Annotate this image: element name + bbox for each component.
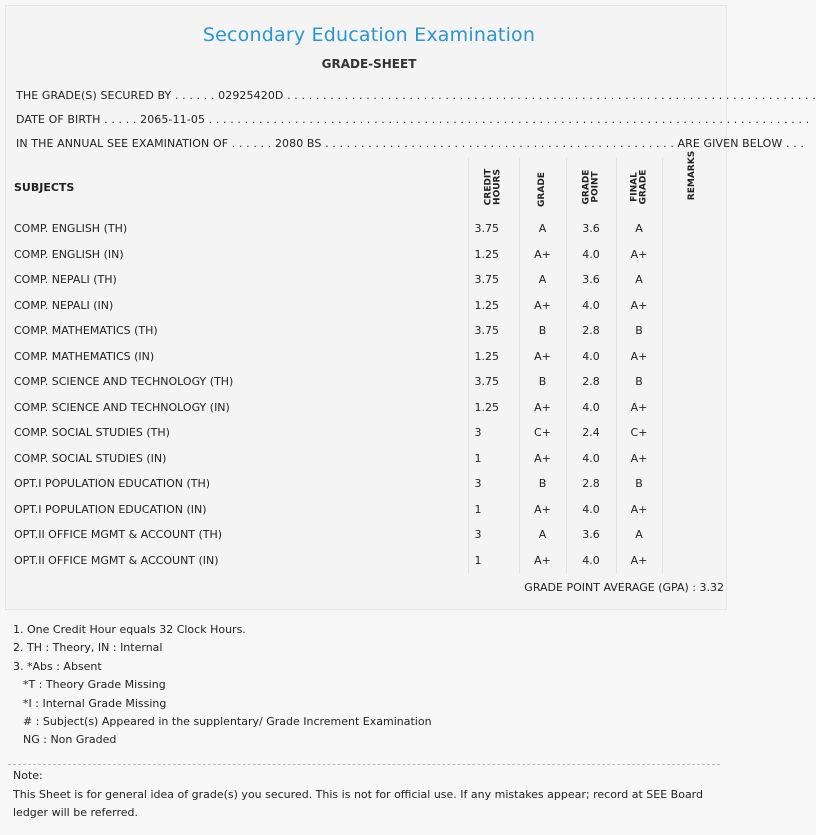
header-subjects: SUBJECTS (14, 180, 75, 194)
dashed-divider (8, 764, 720, 765)
subject-cell: COMP. NEPALI (TH) (14, 273, 117, 287)
subject-cell: OPT.II OFFICE MGMT & ACCOUNT (IN) (14, 553, 219, 567)
grade-cell: A (519, 267, 566, 293)
credit-hours-cell: 3.75 (468, 369, 519, 395)
final-grade-cell: A+ (616, 497, 662, 523)
table-row (8, 216, 722, 242)
credit-hours-cell: 3 (468, 471, 519, 497)
subject-cell: OPT.II OFFICE MGMT & ACCOUNT (TH) (14, 528, 223, 542)
dob-label: DATE OF BIRTH (16, 113, 101, 126)
subject-cell: COMP. NEPALI (IN) (14, 298, 114, 312)
remarks-cell (662, 369, 722, 395)
grade-point-cell: 2.8 (566, 471, 616, 497)
grade-point-cell: 4.0 (566, 293, 616, 319)
credit-hours-cell: 3 (468, 420, 519, 446)
table-header-row (8, 158, 722, 216)
credit-hours-cell: 1.25 (468, 242, 519, 268)
footer-note (13, 767, 713, 823)
symbol-number: 02925420D (218, 89, 284, 102)
leader-dots: . . . . . (104, 113, 141, 126)
final-grade-cell: B (616, 318, 662, 344)
header-remarks: REMARKS (686, 150, 697, 200)
credit-hours-cell: 1 (468, 446, 519, 472)
table-row (8, 242, 722, 268)
subject-cell: COMP. ENGLISH (IN) (14, 247, 124, 261)
header-final-grade: FINAL GRADE (629, 169, 648, 205)
table-row (8, 318, 722, 344)
exam-label: IN THE ANNUAL SEE EXAMINATION OF (16, 137, 229, 150)
credit-hours-cell: 1 (468, 497, 519, 523)
note-item: # : Subject(s) Appeared in the supplentary/ Grade Increment Examination (23, 715, 432, 729)
grade-cell: B (519, 318, 566, 344)
grade-point-cell: 2.8 (566, 369, 616, 395)
subject-cell: COMP. ENGLISH (TH) (14, 222, 128, 236)
grade-cell: A+ (519, 395, 566, 421)
grade-point-cell: 4.0 (566, 497, 616, 523)
grades-body (8, 216, 722, 573)
table-row (8, 471, 722, 497)
grade-cell: A+ (519, 497, 566, 523)
final-grade-cell: C+ (616, 420, 662, 446)
final-grade-cell: A+ (616, 293, 662, 319)
grade-point-cell: 4.0 (566, 548, 616, 574)
secured-by-label: THE GRADE(S) SECURED BY (16, 89, 172, 102)
grade-cell: A+ (519, 242, 566, 268)
grade-cell: A+ (519, 344, 566, 370)
remarks-cell (662, 242, 722, 268)
leader-dots: . . . (786, 137, 804, 150)
final-grade-cell: A (616, 216, 662, 242)
page-title: Secondary Education Examination (202, 24, 536, 46)
given-below-label: ARE GIVEN BELOW (677, 137, 783, 150)
final-grade-cell: A+ (616, 344, 662, 370)
leader-dots: . . . . . . (174, 89, 219, 102)
credit-hours-cell: 3 (468, 522, 519, 548)
grade-point-cell: 2.8 (566, 318, 616, 344)
subject-cell: COMP. SOCIAL STUDIES (IN) (14, 451, 167, 465)
leader-dots: . . . . . . . . . . . . . . . . . . . . . . . . . . . . . . . . . . . . . . . . . . . . . . . . . . . . . . . . . . . . . . . . . . . . . . . . . . . . . . . . . . . . (208, 113, 810, 126)
credit-hours-cell: 1.25 (468, 395, 519, 421)
grade-point-cell: 4.0 (566, 344, 616, 370)
grade-point-cell: 3.6 (566, 216, 616, 242)
subject-cell: OPT.I POPULATION EDUCATION (TH) (14, 477, 211, 491)
dob-line (16, 113, 809, 126)
exam-year: 2080 BS (274, 137, 322, 150)
note-item: *I : Internal Grade Missing (23, 696, 167, 710)
header-credit-hours: CREDIT HOURS (483, 168, 503, 206)
grade-point-cell: 3.6 (566, 267, 616, 293)
note-item: 3. *Abs : Absent (13, 659, 102, 673)
credit-hours-cell: 1 (468, 548, 519, 574)
final-grade-cell: A (616, 267, 662, 293)
footer-note-label: Note: (13, 769, 43, 782)
subject-cell: COMP. SCIENCE AND TECHNOLOGY (TH) (14, 375, 234, 389)
table-row (8, 369, 722, 395)
page-subtitle: GRADE-SHEET (321, 57, 417, 71)
table-row (8, 267, 722, 293)
leader-dots: . . . . . . (231, 137, 275, 150)
subject-cell: COMP. SOCIAL STUDIES (TH) (14, 426, 170, 440)
note-item: NG : Non Graded (23, 733, 117, 747)
grade-point-cell: 4.0 (566, 446, 616, 472)
note-item: 1. One Credit Hour equals 32 Clock Hours. (13, 623, 246, 636)
gpa-label: GRADE POINT AVERAGE (GPA) : (524, 581, 696, 594)
credit-hours-cell: 1.25 (468, 344, 519, 370)
final-grade-cell: B (616, 369, 662, 395)
grade-cell: A+ (519, 548, 566, 574)
footer-note-text: This Sheet is for general idea of grade(s) you secured. This is not for official use. If any mistakes appear; record at SEE Board ledger will be referred. (13, 787, 703, 819)
subject-cell: COMP. MATHEMATICS (TH) (14, 324, 158, 338)
table-row (8, 344, 722, 370)
remarks-cell (662, 420, 722, 446)
credit-hours-cell: 3.75 (468, 318, 519, 344)
credit-hours-cell: 1.25 (468, 293, 519, 319)
grade-cell: A+ (519, 446, 566, 472)
credit-hours-cell: 3.75 (468, 216, 519, 242)
grade-cell: A (519, 216, 566, 242)
secured-by-line (16, 89, 816, 102)
table-row (8, 420, 722, 446)
grade-point-cell: 3.6 (566, 522, 616, 548)
remarks-cell (662, 318, 722, 344)
remarks-cell (662, 522, 722, 548)
header-grade: GRADE (537, 171, 547, 207)
grade-point-cell: 4.0 (566, 395, 616, 421)
grade-cell: B (519, 471, 566, 497)
notes-list (13, 621, 432, 750)
final-grade-cell: A+ (616, 446, 662, 472)
remarks-cell (662, 471, 722, 497)
table-row (8, 395, 722, 421)
subject-cell: OPT.I POPULATION EDUCATION (IN) (14, 502, 207, 516)
final-grade-cell: A+ (616, 548, 662, 574)
grades-table (8, 150, 722, 573)
table-row (8, 497, 722, 523)
leader-dots: . . . . . . . . . . . . . . . . . . . . . . . . . . . . . . . . . . . . . . . . . . . . . . . . . . . . . . . . . . . . . . . . . . . . . . . . . . (287, 89, 816, 102)
remarks-cell (662, 344, 722, 370)
grade-cell: B (519, 369, 566, 395)
grade-cell: A (519, 522, 566, 548)
table-row (8, 446, 722, 472)
grade-point-cell: 2.4 (566, 420, 616, 446)
exam-line (16, 137, 804, 150)
remarks-cell (662, 267, 722, 293)
gpa-value: 3.32 (699, 581, 724, 594)
subject-cell: COMP. SCIENCE AND TECHNOLOGY (IN) (14, 400, 230, 414)
remarks-cell (662, 497, 722, 523)
remarks-cell (662, 548, 722, 574)
remarks-cell (662, 446, 722, 472)
remarks-cell (662, 216, 722, 242)
credit-hours-cell: 3.75 (468, 267, 519, 293)
header-grade-point: GRADE POINT (581, 169, 600, 205)
subject-cell: COMP. MATHEMATICS (IN) (14, 349, 155, 363)
grade-cell: A+ (519, 293, 566, 319)
table-row (8, 548, 722, 574)
gpa-line (524, 581, 724, 594)
final-grade-cell: B (616, 471, 662, 497)
note-item: *T : Theory Grade Missing (23, 678, 166, 692)
final-grade-cell: A (616, 522, 662, 548)
remarks-cell (662, 293, 722, 319)
note-item: 2. TH : Theory, IN : Internal (13, 641, 163, 655)
table-row (8, 293, 722, 319)
leader-dots: . . . . . . . . . . . . . . . . . . . . . . . . . . . . . . . . . . . . . . . . . . . . . . . . . (325, 137, 678, 150)
grade-cell: C+ (519, 420, 566, 446)
remarks-cell (662, 395, 722, 421)
final-grade-cell: A+ (616, 242, 662, 268)
grade-point-cell: 4.0 (566, 242, 616, 268)
table-row (8, 522, 722, 548)
dob-value: 2065-11-05 (140, 113, 206, 126)
final-grade-cell: A+ (616, 395, 662, 421)
